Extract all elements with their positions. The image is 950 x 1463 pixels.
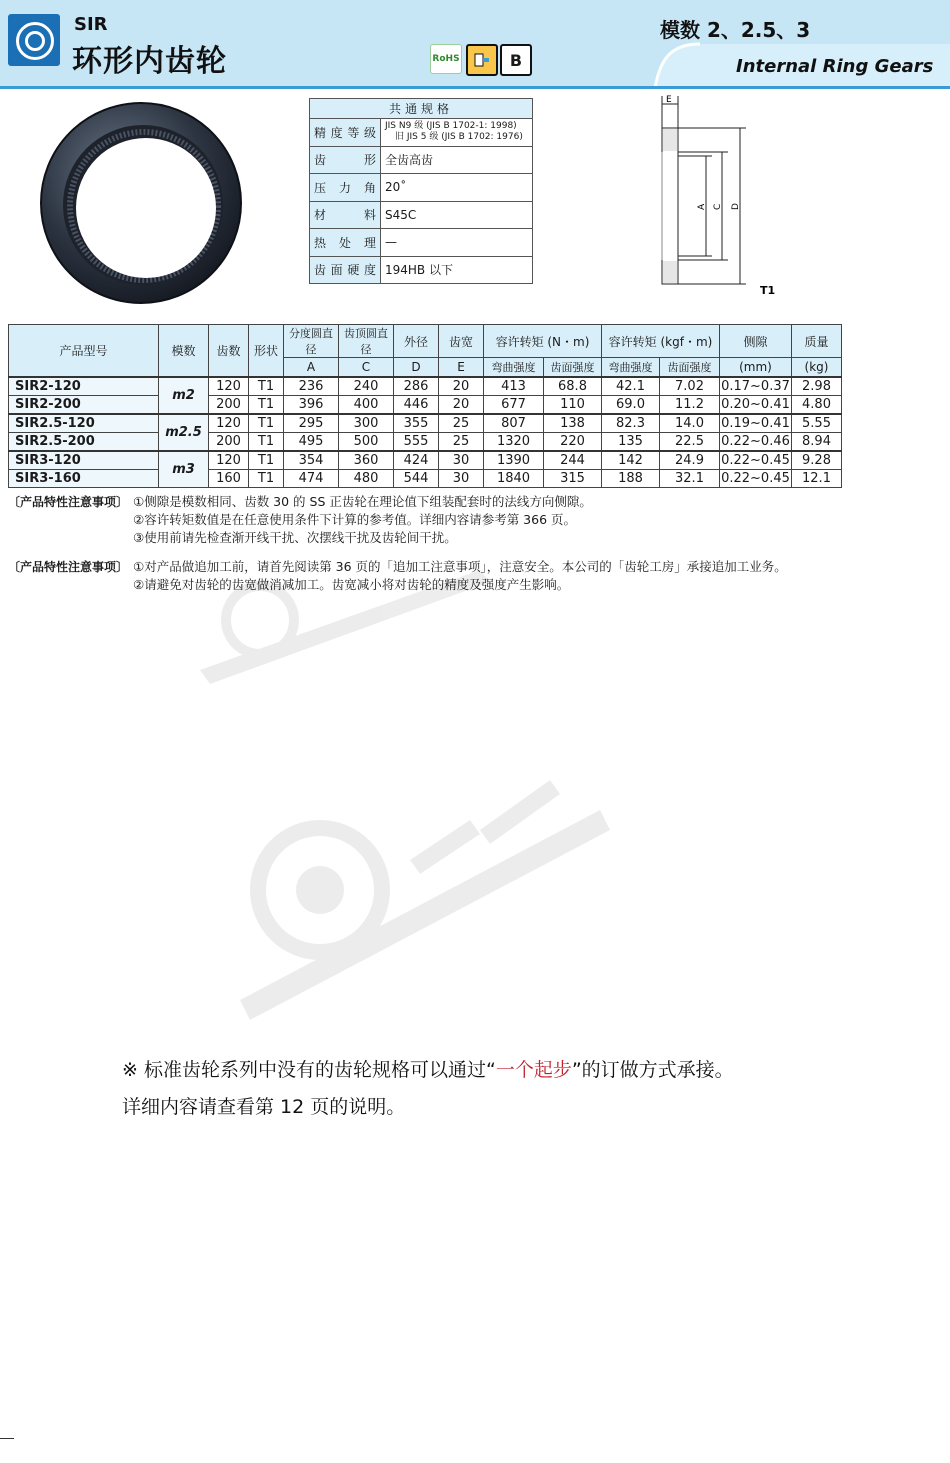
cell-bend-nm: 1840 [484, 470, 544, 488]
cell-surf-kgf: 14.0 [660, 414, 720, 433]
custom-order-note [122, 1052, 734, 1126]
col-header-module: 模数 [159, 325, 209, 378]
cell-bend-nm: 1390 [484, 451, 544, 470]
spec-value-line: 旧 JIS 5 级 (JIS B 1702: 1976) [395, 132, 523, 143]
gear-product-image [36, 98, 246, 308]
cell-d: 355 [394, 414, 439, 433]
spec-key: 热处理 [310, 229, 381, 257]
dim-label-a: A [697, 203, 707, 210]
note-item: ①侧隙是模数相同、齿数 30 的 SS 正齿轮在理论值下组装配套时的法线方向侧隙。 [133, 494, 592, 509]
rohs-icon: RoHS [430, 44, 462, 74]
notes-label: 〔产品特性注意事项〕 [8, 495, 129, 509]
col-header-weight: 质量 [792, 325, 842, 358]
cell-bend-kgf: 142 [602, 451, 660, 470]
cell-weight: 8.94 [792, 433, 842, 452]
col-header-teeth: 齿数 [209, 325, 249, 378]
cell-e: 30 [439, 451, 484, 470]
cell-c: 300 [339, 414, 394, 433]
shape-type-label: T1 [760, 284, 776, 297]
module-label: 模数 2、2.5、3 [660, 18, 811, 42]
col-header-surface: 齿面强度 [660, 358, 720, 378]
cell-model: SIR3-160 [9, 470, 159, 488]
col-header-surface: 齿面强度 [544, 358, 602, 378]
cell-c: 240 [339, 377, 394, 396]
cell-module: m3 [159, 451, 209, 488]
custom-order-text: ”的订做方式承接。 [571, 1059, 734, 1081]
table-row [9, 396, 842, 415]
cell-backlash: 0.22~0.45 [721, 471, 790, 486]
dim-label-e: E [666, 95, 672, 105]
cell-bend-nm: 1320 [484, 433, 544, 452]
spec-row [310, 174, 533, 202]
header-divider [0, 86, 950, 89]
custom-order-line: 详细内容请查看第 12 页的说明。 [122, 1096, 406, 1118]
spec-table-title: 共通规格 [310, 99, 533, 119]
cell-shape: T1 [249, 377, 284, 396]
dim-label-d: D [731, 203, 741, 210]
spec-row [310, 201, 533, 229]
cell-weight: 4.80 [792, 396, 842, 415]
common-spec-table [309, 98, 533, 284]
note-item: ②请避免对齿轮的齿宽做消减加工。齿宽减小将对齿轮的精度及强度产生影响。 [133, 577, 570, 592]
english-title: Internal Ring Gears [736, 56, 934, 77]
cell-surf-kgf: 32.1 [660, 470, 720, 488]
col-header-torque-nm: 容许转矩 (N・m) [484, 325, 602, 358]
table-row [9, 451, 842, 470]
cell-weight: 12.1 [792, 470, 842, 488]
cell-model: SIR2.5-120 [9, 414, 159, 433]
col-header-a: A [284, 358, 339, 378]
col-header-model: 产品型号 [9, 325, 159, 378]
cell-surf-kgf: 24.9 [660, 451, 720, 470]
note-item: ③使用前请先检查渐开线干扰、次摆线干扰及齿轮间干扰。 [133, 530, 457, 545]
page-title: 环形内齿轮 [72, 44, 227, 79]
cell-d: 286 [394, 377, 439, 396]
cell-backlash: 0.22~0.46 [721, 434, 790, 449]
series-logo-icon [8, 14, 60, 66]
col-header-backlash-unit: (mm) [720, 358, 792, 378]
material-icon [466, 44, 498, 76]
cell-surf-nm: 315 [544, 470, 602, 488]
table-row [9, 470, 842, 488]
spec-value: S45C [381, 201, 533, 229]
spec-row [310, 119, 533, 147]
cell-a: 236 [284, 377, 339, 396]
col-header-e: E [439, 358, 484, 378]
spec-row [310, 256, 533, 284]
spec-key: 材料 [310, 201, 381, 229]
cell-c: 400 [339, 396, 394, 415]
cell-bend-kgf: 82.3 [602, 414, 660, 433]
cell-model: SIR2-200 [9, 396, 159, 415]
cell-model: SIR2.5-200 [9, 433, 159, 452]
table-row [9, 377, 842, 396]
cell-weight: 9.28 [792, 451, 842, 470]
table-header-row [9, 325, 842, 358]
cell-model: SIR2-120 [9, 377, 159, 396]
cell-d: 446 [394, 396, 439, 415]
cell-bend-kgf: 188 [602, 470, 660, 488]
cell-bend-kgf: 42.1 [602, 377, 660, 396]
cell-shape: T1 [249, 414, 284, 433]
col-header-face-width: 齿宽 [439, 325, 484, 358]
cell-surf-nm: 110 [544, 396, 602, 415]
cell-e: 20 [439, 377, 484, 396]
cell-teeth: 200 [209, 396, 249, 415]
cell-model: SIR3-120 [9, 451, 159, 470]
cell-e: 25 [439, 414, 484, 433]
cell-surf-nm: 138 [544, 414, 602, 433]
cell-teeth: 200 [209, 433, 249, 452]
crop-mark [0, 1438, 14, 1439]
table-row [9, 414, 842, 433]
note-item: ①对产品做追加工前，请首先阅读第 36 页的「追加工注意事项」，注意安全。本公司的「齿轮工房」承接追加工业务。 [133, 559, 787, 574]
cell-d: 555 [394, 433, 439, 452]
cell-a: 495 [284, 433, 339, 452]
col-header-c: C [339, 358, 394, 378]
col-header-tip-dia: 齿顶圆直径 [339, 325, 394, 358]
cell-module: m2 [159, 377, 209, 414]
col-header-weight-unit: (kg) [792, 358, 842, 378]
spec-row [310, 146, 533, 174]
spec-value: — [381, 229, 533, 257]
cell-shape: T1 [249, 433, 284, 452]
cell-surf-nm: 244 [544, 451, 602, 470]
cell-bend-nm: 677 [484, 396, 544, 415]
cell-weight: 2.98 [792, 377, 842, 396]
spec-value [381, 119, 533, 147]
cell-surf-nm: 220 [544, 433, 602, 452]
custom-order-text: ※ 标准齿轮系列中没有的齿轮规格可以通过“ [122, 1059, 496, 1081]
cell-surf-kgf: 7.02 [660, 377, 720, 396]
cell-surf-nm: 68.8 [544, 377, 602, 396]
table-row [9, 433, 842, 452]
cell-backlash: 0.20~0.41 [721, 397, 790, 412]
spec-row [310, 229, 533, 257]
watermark-decoration [180, 560, 620, 1040]
cell-backlash: 0.19~0.41 [721, 416, 790, 431]
cell-a: 295 [284, 414, 339, 433]
product-table [8, 324, 842, 488]
cell-d: 424 [394, 451, 439, 470]
cell-a: 354 [284, 451, 339, 470]
cell-e: 25 [439, 433, 484, 452]
notes-label: 〔产品特性注意事项〕 [8, 560, 129, 574]
notes-list [133, 493, 592, 547]
cell-c: 360 [339, 451, 394, 470]
col-header-backlash: 侧隙 [720, 325, 792, 358]
cell-module: m2.5 [159, 414, 209, 451]
notes-block-1 [8, 493, 948, 553]
black-oxide-icon: B [500, 44, 532, 76]
cell-shape: T1 [249, 470, 284, 488]
cell-a: 396 [284, 396, 339, 415]
spec-value: 20˚ [381, 174, 533, 202]
cell-c: 500 [339, 433, 394, 452]
cell-teeth: 120 [209, 451, 249, 470]
cell-surf-kgf: 11.2 [660, 396, 720, 415]
col-header-pitch-dia: 分度圆直径 [284, 325, 339, 358]
spec-value-line: JIS N9 级 (JIS B 1702-1: 1998) [385, 121, 517, 132]
col-header-shape: 形状 [249, 325, 284, 378]
dim-label-c: C [713, 203, 723, 210]
custom-order-line [122, 1052, 734, 1089]
cell-bend-nm: 807 [484, 414, 544, 433]
cell-teeth: 160 [209, 470, 249, 488]
cell-bend-nm: 413 [484, 377, 544, 396]
dimension-diagram [660, 92, 800, 302]
spec-key: 精度等级 [310, 119, 381, 147]
cell-teeth: 120 [209, 414, 249, 433]
cell-e: 30 [439, 470, 484, 488]
col-header-bending: 弯曲强度 [484, 358, 544, 378]
cell-bend-kgf: 69.0 [602, 396, 660, 415]
cell-c: 480 [339, 470, 394, 488]
col-header-d: D [394, 358, 439, 378]
col-header-torque-kgf: 容许转矩 (kgf・m) [602, 325, 720, 358]
col-header-bending: 弯曲强度 [602, 358, 660, 378]
cell-backlash: 0.22~0.45 [721, 453, 790, 468]
series-code: SIR [74, 14, 108, 35]
spec-key: 齿形 [310, 146, 381, 174]
cell-surf-kgf: 22.5 [660, 433, 720, 452]
cell-a: 474 [284, 470, 339, 488]
cell-bend-kgf: 135 [602, 433, 660, 452]
spec-value: 全齿高齿 [381, 146, 533, 174]
spec-value: 194HB 以下 [381, 256, 533, 284]
cell-backlash: 0.17~0.37 [721, 379, 790, 394]
cell-teeth: 120 [209, 377, 249, 396]
cell-weight: 5.55 [792, 414, 842, 433]
custom-order-highlight: 一个起步 [495, 1059, 572, 1081]
cell-shape: T1 [249, 451, 284, 470]
note-item: ②容许转矩数值是在任意使用条件下计算的参考值。详细内容请参考第 366 页。 [133, 512, 577, 527]
spec-key: 齿面硬度 [310, 256, 381, 284]
cell-e: 20 [439, 396, 484, 415]
cell-d: 544 [394, 470, 439, 488]
cell-shape: T1 [249, 396, 284, 415]
col-header-outer-dia: 外径 [394, 325, 439, 358]
spec-key: 压力角 [310, 174, 381, 202]
